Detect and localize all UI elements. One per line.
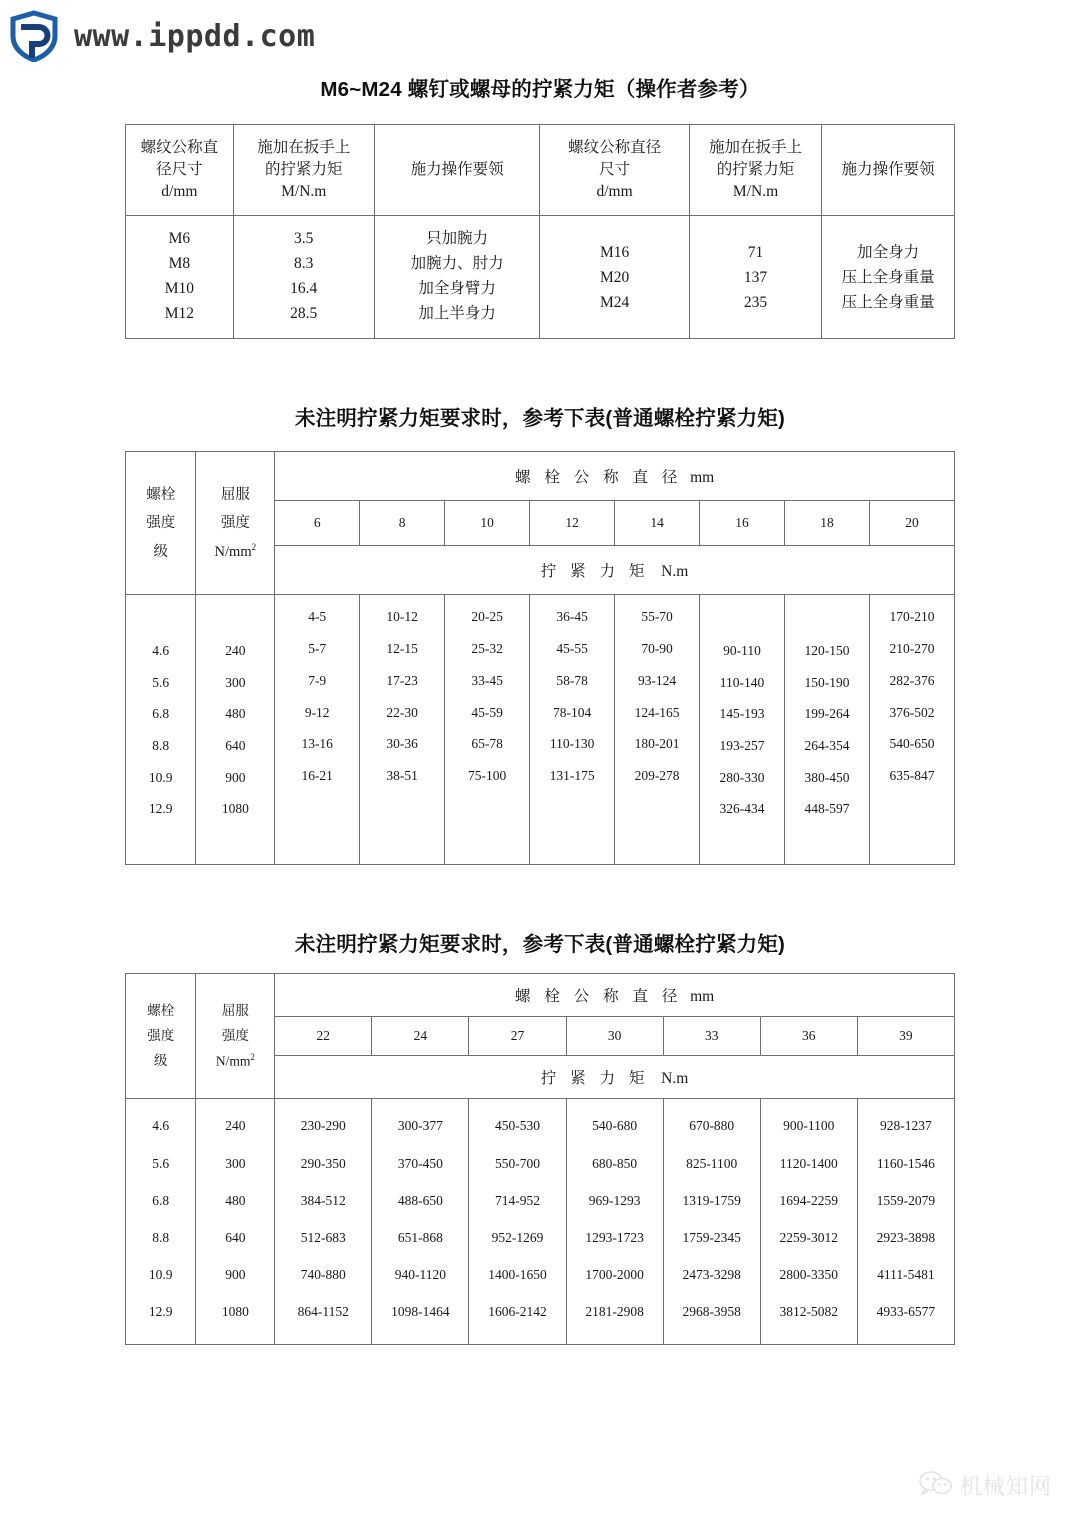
torque-value: 1606-2142	[488, 1304, 547, 1320]
torque-value: 2968-3958	[682, 1304, 741, 1320]
list-line: 235	[743, 293, 768, 311]
table-row-data	[126, 216, 955, 339]
wechat-icon	[919, 1470, 953, 1501]
list-line: M16	[599, 243, 630, 261]
header-line: $N/mm^2$	[214, 541, 257, 560]
list-right-torques	[692, 240, 820, 315]
list-right-sizes	[542, 240, 686, 315]
header-diameter-12: 12	[530, 501, 615, 546]
header-line: 级	[153, 543, 168, 560]
torque-value: 20-25	[471, 609, 503, 625]
torque-value: 448-597	[804, 801, 850, 817]
list-line: M24	[599, 293, 630, 311]
torque-value: 380-450	[804, 769, 850, 785]
table-row-data	[126, 595, 955, 865]
yield-value: 900	[225, 769, 246, 785]
cell-torque-d12	[530, 595, 615, 865]
cell-right-sizes	[540, 216, 689, 339]
torque-value: 952-1269	[491, 1229, 544, 1245]
cell-torque-d27	[469, 1099, 566, 1345]
list-line: 16.4	[290, 280, 318, 298]
list-line: 压上全身重量	[841, 293, 935, 311]
list-line: 加上半身力	[418, 305, 496, 323]
list-line: 71	[747, 243, 764, 261]
torque-value: 55-70	[641, 609, 673, 625]
torque-value: 2259-3012	[779, 1229, 839, 1245]
header-line: 强度	[146, 515, 176, 532]
cell-yield-values	[196, 595, 275, 865]
list-line: 加全身臂力	[418, 280, 496, 298]
torque-value: 145-193	[719, 706, 765, 722]
grade-value: 10.9	[148, 769, 173, 785]
header-thread-size-right: 螺纹公称直径 尺寸 d/mm	[540, 125, 689, 216]
torque-value: 110-140	[719, 674, 765, 690]
list-line: 3.5	[294, 230, 314, 247]
torque-value: 170-210	[889, 609, 935, 625]
footer-watermark	[919, 1470, 1052, 1501]
torque-value: 1098-1464	[391, 1304, 450, 1320]
torque-value: 651-868	[397, 1229, 443, 1245]
yield-value: 640	[225, 737, 246, 753]
cell-torque-d22	[275, 1099, 372, 1345]
list-line: 137	[743, 268, 768, 286]
header-diameter-39: 39	[857, 1017, 954, 1056]
table-bolt-torque-large	[125, 973, 955, 1345]
torque-value: 370-450	[397, 1155, 443, 1171]
torque-value: 45-55	[556, 641, 588, 657]
torque-value: 2473-3298	[682, 1266, 741, 1282]
cell-yield-values	[196, 1099, 275, 1345]
torque-value: 1694-2259	[779, 1192, 839, 1208]
header-unit: mm	[682, 469, 715, 487]
list-left-methods	[377, 226, 538, 326]
header-line: 屈服	[220, 487, 250, 504]
cell-torque-d24	[372, 1099, 469, 1345]
site-header	[0, 0, 1080, 72]
table-row-data	[126, 1099, 955, 1345]
yield-value: 480	[225, 706, 246, 722]
header-diameter-14: 14	[615, 501, 700, 546]
torque-value: 45-59	[471, 704, 503, 720]
torque-value: 180-201	[634, 736, 680, 752]
torque-value: 199-264	[804, 706, 850, 722]
header-yield-strength	[196, 974, 275, 1099]
torque-value: 714-952	[494, 1192, 540, 1208]
table-row-header-top	[126, 974, 955, 1017]
grade-value: 8.8	[152, 1229, 170, 1245]
torque-value: 33-45	[471, 672, 503, 688]
torque-value: 680-850	[592, 1155, 638, 1171]
list-line: 加腕力、肘力	[410, 255, 504, 273]
header-diameter-30: 30	[566, 1017, 663, 1056]
torque-value: 1120-1400	[779, 1155, 838, 1171]
grade-value: 6.8	[152, 1192, 170, 1208]
header-diameter-18: 18	[785, 501, 870, 546]
torque-value: 17-23	[386, 672, 418, 688]
header-diameter-24: 24	[372, 1017, 469, 1056]
table-bolt-torque-small	[125, 451, 955, 865]
torque-value: 670-880	[689, 1118, 735, 1134]
cell-right-methods	[822, 216, 955, 339]
torque-value: 75-100	[468, 768, 507, 784]
torque-value: 210-270	[889, 641, 935, 657]
list-line: M20	[599, 268, 630, 286]
torque-value: 36-45	[556, 609, 588, 625]
torque-value: 550-700	[494, 1155, 540, 1171]
torque-value: 2181-2908	[585, 1304, 644, 1320]
torque-value: 940-1120	[394, 1266, 446, 1282]
spacer-2	[0, 865, 1080, 927]
list-left-torques	[236, 226, 372, 326]
torque-value: 3812-5082	[779, 1304, 839, 1320]
list-line: 只加腕力	[426, 230, 489, 247]
header-operation-method-right: 施力操作要领	[822, 125, 955, 216]
torque-value: 9-12	[304, 704, 330, 720]
torque-value: 78-104	[552, 704, 592, 720]
header-yield-strength	[196, 452, 275, 595]
header-wrench-torque-right: 施加在扳手上 的拧紧力矩 M/N.m	[689, 125, 822, 216]
torque-value: 384-512	[300, 1192, 346, 1208]
list-right-methods	[824, 240, 952, 315]
list-line: M12	[164, 305, 195, 323]
torque-value: 90-110	[723, 642, 761, 658]
grade-value: 8.8	[152, 737, 170, 753]
torque-value: 1160-1546	[876, 1155, 935, 1171]
torque-value: 131-175	[549, 768, 595, 784]
cell-torque-d10	[445, 595, 530, 865]
header-bolt-grade	[126, 452, 196, 595]
torque-value: 38-51	[386, 768, 418, 784]
torque-value: 512-683	[300, 1229, 346, 1245]
yield-value: 640	[225, 1229, 246, 1245]
torque-value: 1293-1723	[585, 1229, 644, 1245]
cell-torque-d18	[785, 595, 870, 865]
header-nominal-diameter: 螺 栓 公 称 直 径 mm	[275, 974, 955, 1017]
section-2-title: 未注明拧紧力矩要求时，参考下表(普通螺栓拧紧力矩)	[294, 407, 786, 431]
torque-value: 25-32	[471, 641, 503, 657]
torque-value: 540-680	[592, 1118, 638, 1134]
header-wrench-torque-left: 施加在扳手上 的拧紧力矩 M/N.m	[233, 125, 374, 216]
torque-value: 110-130	[549, 736, 595, 752]
yield-value: 480	[225, 1192, 246, 1208]
torque-value: 540-650	[889, 736, 935, 752]
header-diameter-20: 20	[869, 501, 954, 546]
cell-torque-d20	[869, 595, 954, 865]
header-unit: N.m	[649, 1070, 689, 1088]
torque-value: 282-376	[889, 672, 935, 688]
superscript: 2	[251, 541, 257, 552]
torque-value: 326-434	[719, 801, 765, 817]
torque-value: 120-150	[804, 642, 850, 658]
torque-value: 93-124	[637, 672, 677, 688]
torque-value: 5-7	[308, 641, 327, 657]
header-unit: mm	[682, 988, 715, 1006]
torque-value: 58-78	[556, 672, 588, 688]
grade-value: 12.9	[148, 1304, 173, 1320]
torque-value: 450-530	[494, 1118, 540, 1134]
torque-value: 376-502	[889, 704, 935, 720]
torque-value: 2923-3898	[876, 1229, 936, 1245]
header-torque-label: 拧 紧 力 矩 N.m	[275, 1056, 955, 1099]
header-diameter-6: 6	[275, 501, 360, 546]
header-line: 屈服	[221, 1002, 249, 1018]
torque-value: 300-377	[397, 1118, 443, 1134]
torque-value: 2800-3350	[779, 1266, 839, 1282]
yield-value: 900	[225, 1266, 246, 1282]
header-nominal-diameter: 螺 栓 公 称 直 径 mm	[275, 452, 955, 501]
torque-value: 4933-6577	[876, 1304, 936, 1320]
torque-value: 1759-2345	[682, 1229, 741, 1245]
grade-value: 4.6	[152, 642, 170, 658]
torque-value: 10-12	[386, 609, 418, 625]
torque-value: 4-5	[308, 609, 327, 625]
section-1-title: M6~M24 螺钉或螺母的拧紧力矩（操作者参考）	[320, 78, 760, 101]
header-diameter-10: 10	[445, 501, 530, 546]
list-line: M6	[168, 230, 191, 247]
cell-left-sizes	[126, 216, 234, 339]
torque-value: 22-30	[386, 704, 418, 720]
section-bolt-torque-large	[125, 927, 955, 1345]
section-bolt-torque-small	[125, 401, 955, 865]
torque-value: 65-78	[471, 736, 503, 752]
torque-value: 30-36	[386, 736, 418, 752]
watermark-label: 机械知网	[959, 1474, 1052, 1499]
superscript: 2	[250, 1051, 255, 1062]
torque-value: 1400-1650	[488, 1266, 547, 1282]
cell-torque-d14	[615, 595, 700, 865]
torque-value: 900-1100	[783, 1118, 835, 1134]
header-line: 级	[153, 1052, 168, 1068]
grade-value: 5.6	[152, 674, 170, 690]
grade-value: 4.6	[152, 1118, 170, 1134]
list-line: M8	[168, 255, 191, 273]
grade-value: 5.6	[152, 1155, 170, 1171]
yield-value: 240	[225, 1118, 246, 1134]
cell-left-torques	[233, 216, 374, 339]
yield-value: 300	[225, 1155, 246, 1171]
list-line: 压上全身重量	[841, 268, 935, 286]
header-diameter-33: 33	[663, 1017, 760, 1056]
torque-value: 488-650	[397, 1192, 443, 1208]
torque-value: 13-16	[301, 736, 333, 752]
header-operation-method-left: 施力操作要领	[374, 125, 540, 216]
torque-value: 124-165	[634, 704, 680, 720]
yield-value: 1080	[221, 801, 249, 817]
torque-value: 280-330	[719, 769, 765, 785]
torque-value: 969-1293	[588, 1192, 641, 1208]
cell-torque-d8	[360, 595, 445, 865]
section-3-title: 未注明拧紧力矩要求时，参考下表(普通螺栓拧紧力矩)	[294, 933, 786, 957]
grade-value: 6.8	[152, 706, 170, 722]
cell-torque-d16	[700, 595, 785, 865]
header-line: 螺栓	[146, 487, 176, 504]
header-line: $N/mm^2$	[215, 1051, 255, 1069]
list-line: 8.3	[294, 255, 314, 273]
list-line: 加全身力	[857, 243, 920, 261]
table-row-header	[126, 125, 955, 216]
torque-value: 4111-5481	[877, 1266, 935, 1282]
grade-value: 10.9	[148, 1266, 173, 1282]
list-line: 28.5	[290, 305, 318, 323]
document-sheet	[0, 72, 1080, 1345]
torque-value: 1319-1759	[682, 1192, 741, 1208]
grade-value: 12.9	[148, 801, 173, 817]
list-left-sizes	[128, 226, 231, 326]
header-diameter-16: 16	[700, 501, 785, 546]
torque-value: 264-354	[804, 737, 850, 753]
torque-value: 150-190	[804, 674, 850, 690]
torque-value: 193-257	[719, 737, 765, 753]
cell-left-methods	[374, 216, 540, 339]
yield-value: 240	[225, 642, 246, 658]
torque-value: 1559-2079	[876, 1192, 936, 1208]
yield-value: 300	[225, 674, 246, 690]
cell-torque-d36	[760, 1099, 857, 1345]
header-diameter-36: 36	[760, 1017, 857, 1056]
list-line: M10	[164, 280, 195, 298]
yield-value: 1080	[221, 1304, 249, 1320]
torque-value: 7-9	[308, 672, 327, 688]
torque-value: 209-278	[634, 768, 680, 784]
cell-bolt-grades	[126, 1099, 196, 1345]
torque-value: 928-1237	[880, 1118, 932, 1134]
header-diameter-22: 22	[275, 1017, 372, 1056]
torque-value: 825-1100	[686, 1155, 738, 1171]
header-line: 强度	[220, 515, 250, 532]
torque-value: 16-21	[301, 768, 333, 784]
section-torque-operator-reference	[125, 72, 955, 339]
torque-value: 70-90	[641, 641, 673, 657]
torque-value: 740-880	[300, 1266, 346, 1282]
header-torque-label: 拧 紧 力 矩 N.m	[275, 546, 955, 595]
table-operator-torque	[125, 124, 955, 339]
cell-torque-d39	[857, 1099, 954, 1345]
ippdd-shield-logo-icon	[8, 10, 60, 62]
torque-value: 635-847	[889, 768, 935, 784]
header-line: 螺栓	[147, 1002, 175, 1018]
cell-torque-d30	[566, 1099, 663, 1345]
header-unit: N.m	[649, 563, 689, 581]
table-row-header-top	[126, 452, 955, 501]
torque-value: 864-1152	[297, 1304, 349, 1320]
spacer-1	[0, 339, 1080, 401]
site-url-text: www.ippdd.com	[74, 18, 316, 54]
header-diameter-27: 27	[469, 1017, 566, 1056]
cell-bolt-grades	[126, 595, 196, 865]
cell-right-torques	[689, 216, 822, 339]
torque-value: 290-350	[300, 1155, 346, 1171]
torque-value: 1700-2000	[585, 1266, 644, 1282]
header-thread-size-left: 螺纹公称直 径尺寸 d/mm	[126, 125, 234, 216]
header-line: 强度	[147, 1027, 175, 1043]
header-line: 强度	[221, 1027, 249, 1043]
header-diameter-8: 8	[360, 501, 445, 546]
torque-value: 230-290	[300, 1118, 346, 1134]
cell-torque-d33	[663, 1099, 760, 1345]
cell-torque-d6	[275, 595, 360, 865]
header-bolt-grade	[126, 974, 196, 1099]
torque-value: 12-15	[386, 641, 418, 657]
